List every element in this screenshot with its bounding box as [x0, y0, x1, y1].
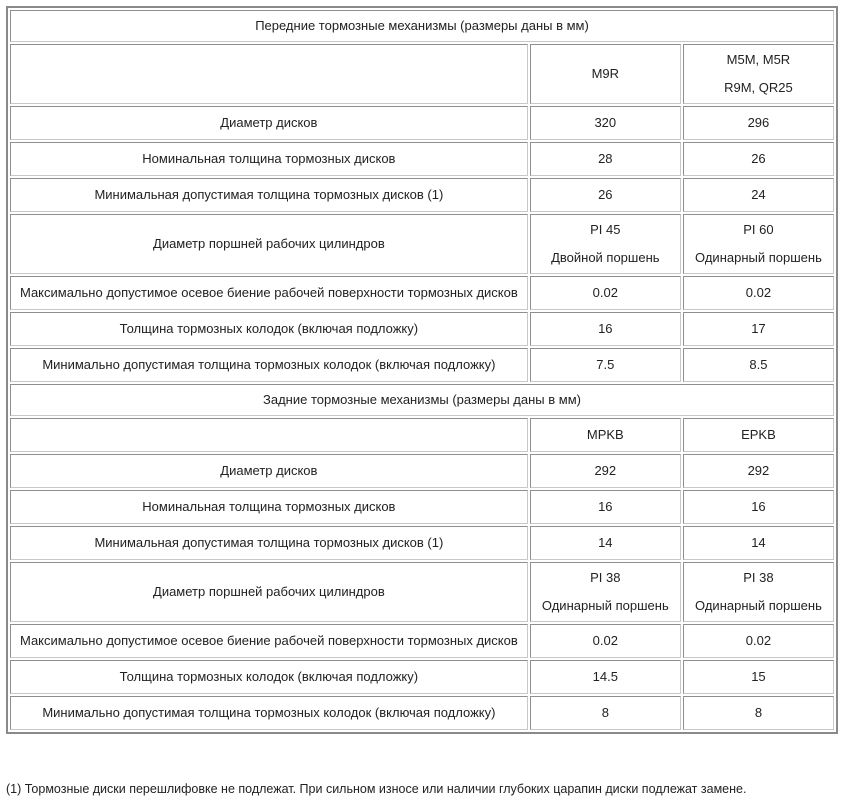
- row-label: Диаметр поршней рабочих цилиндров: [10, 562, 528, 622]
- row-label: Максимально допустимое осевое биение рабочей поверхности тормозных дисков: [10, 624, 528, 658]
- row-value-b-line1: PI 60: [743, 222, 774, 237]
- row-value-a: 14: [530, 526, 681, 560]
- row-value-a: [530, 562, 681, 622]
- row-label: Номинальная толщина тормозных дисков: [10, 142, 528, 176]
- row-value-b: 8: [683, 696, 834, 730]
- row-value-b-line2: Одинарный поршень: [695, 598, 822, 613]
- front-column-header-a: [530, 44, 681, 104]
- row-label: Минимальная допустимая толщина тормозных дисков (1): [10, 178, 528, 212]
- front-section-title: Передние тормозные механизмы (размеры даны в мм): [10, 10, 834, 42]
- row-value-a: [530, 214, 681, 274]
- row-label: Номинальная толщина тормозных дисков: [10, 490, 528, 524]
- row-value-b: 14: [683, 526, 834, 560]
- row-label: Минимально допустимая толщина тормозных колодок (включая подложку): [10, 348, 528, 382]
- row-value-b: [683, 214, 834, 274]
- front-col-b-line2: R9M, QR25: [724, 80, 793, 95]
- table-row: [10, 660, 834, 694]
- row-value-b-line1: PI 38: [743, 570, 774, 585]
- row-value-b: 0.02: [683, 276, 834, 310]
- row-value-a: 7.5: [530, 348, 681, 382]
- row-value-a-line2: Одинарный поршень: [541, 598, 669, 613]
- row-label: Толщина тормозных колодок (включая подложку): [10, 660, 528, 694]
- row-value-b: 17: [683, 312, 834, 346]
- row-value-a: 28: [530, 142, 681, 176]
- row-value-b: 8.5: [683, 348, 834, 382]
- row-value-b: 15: [683, 660, 834, 694]
- rear-section-header-row: [10, 384, 834, 416]
- table-row: [10, 454, 834, 488]
- table-row: [10, 696, 834, 730]
- row-value-a: 0.02: [530, 624, 681, 658]
- front-column-header-blank: [10, 44, 528, 104]
- rear-column-header-b: EPKB: [683, 418, 834, 452]
- rear-column-header-blank: [10, 418, 528, 452]
- row-value-a-line2: Двойной поршень: [551, 250, 660, 265]
- table-row: [10, 526, 834, 560]
- spec-page: [6, 6, 838, 734]
- row-value-a: 16: [530, 312, 681, 346]
- row-value-b: 296: [683, 106, 834, 140]
- rear-column-header-a: MPKB: [530, 418, 681, 452]
- footnote: (1) Тормозные диски перешлифовке не подлежат. При сильном износе или наличии глубоких царапин диски подлежат замене.: [6, 782, 747, 796]
- row-label: Диаметр поршней рабочих цилиндров: [10, 214, 528, 274]
- row-label: Максимально допустимое осевое биение рабочей поверхности тормозных дисков: [10, 276, 528, 310]
- rear-column-header-row: [10, 418, 834, 452]
- row-value-a: 14.5: [530, 660, 681, 694]
- row-value-a: 292: [530, 454, 681, 488]
- front-column-header-row: [10, 44, 834, 104]
- row-label: Диаметр дисков: [10, 106, 528, 140]
- row-value-b: 16: [683, 490, 834, 524]
- table-row: [10, 624, 834, 658]
- row-value-b: 24: [683, 178, 834, 212]
- front-column-header-b: [683, 44, 834, 104]
- row-value-a: 320: [530, 106, 681, 140]
- row-value-a: 26: [530, 178, 681, 212]
- row-value-a-line1: PI 45: [590, 222, 621, 237]
- table-row: [10, 490, 834, 524]
- row-label: Толщина тормозных колодок (включая подложку): [10, 312, 528, 346]
- row-value-b: 292: [683, 454, 834, 488]
- row-value-b: 26: [683, 142, 834, 176]
- front-section-header-row: [10, 10, 834, 42]
- row-value-a: 0.02: [530, 276, 681, 310]
- brake-spec-table: [6, 6, 838, 734]
- table-row: [10, 106, 834, 140]
- table-row: [10, 142, 834, 176]
- row-label: Диаметр дисков: [10, 454, 528, 488]
- rear-section-title: Задние тормозные механизмы (размеры даны в мм): [10, 384, 834, 416]
- table-row: [10, 214, 834, 274]
- front-col-b-line1: M5M, M5R: [726, 52, 791, 67]
- row-value-a: 16: [530, 490, 681, 524]
- row-value-b: 0.02: [683, 624, 834, 658]
- row-value-b: [683, 562, 834, 622]
- table-row: [10, 562, 834, 622]
- table-row: [10, 178, 834, 212]
- table-row: [10, 312, 834, 346]
- row-value-a: 8: [530, 696, 681, 730]
- row-label: Минимальная допустимая толщина тормозных дисков (1): [10, 526, 528, 560]
- table-row: [10, 348, 834, 382]
- front-col-a-line1: M9R: [591, 66, 620, 81]
- row-label: Минимально допустимая толщина тормозных колодок (включая подложку): [10, 696, 528, 730]
- row-value-b-line2: Одинарный поршень: [695, 250, 822, 265]
- row-value-a-line1: PI 38: [590, 570, 621, 585]
- table-row: [10, 276, 834, 310]
